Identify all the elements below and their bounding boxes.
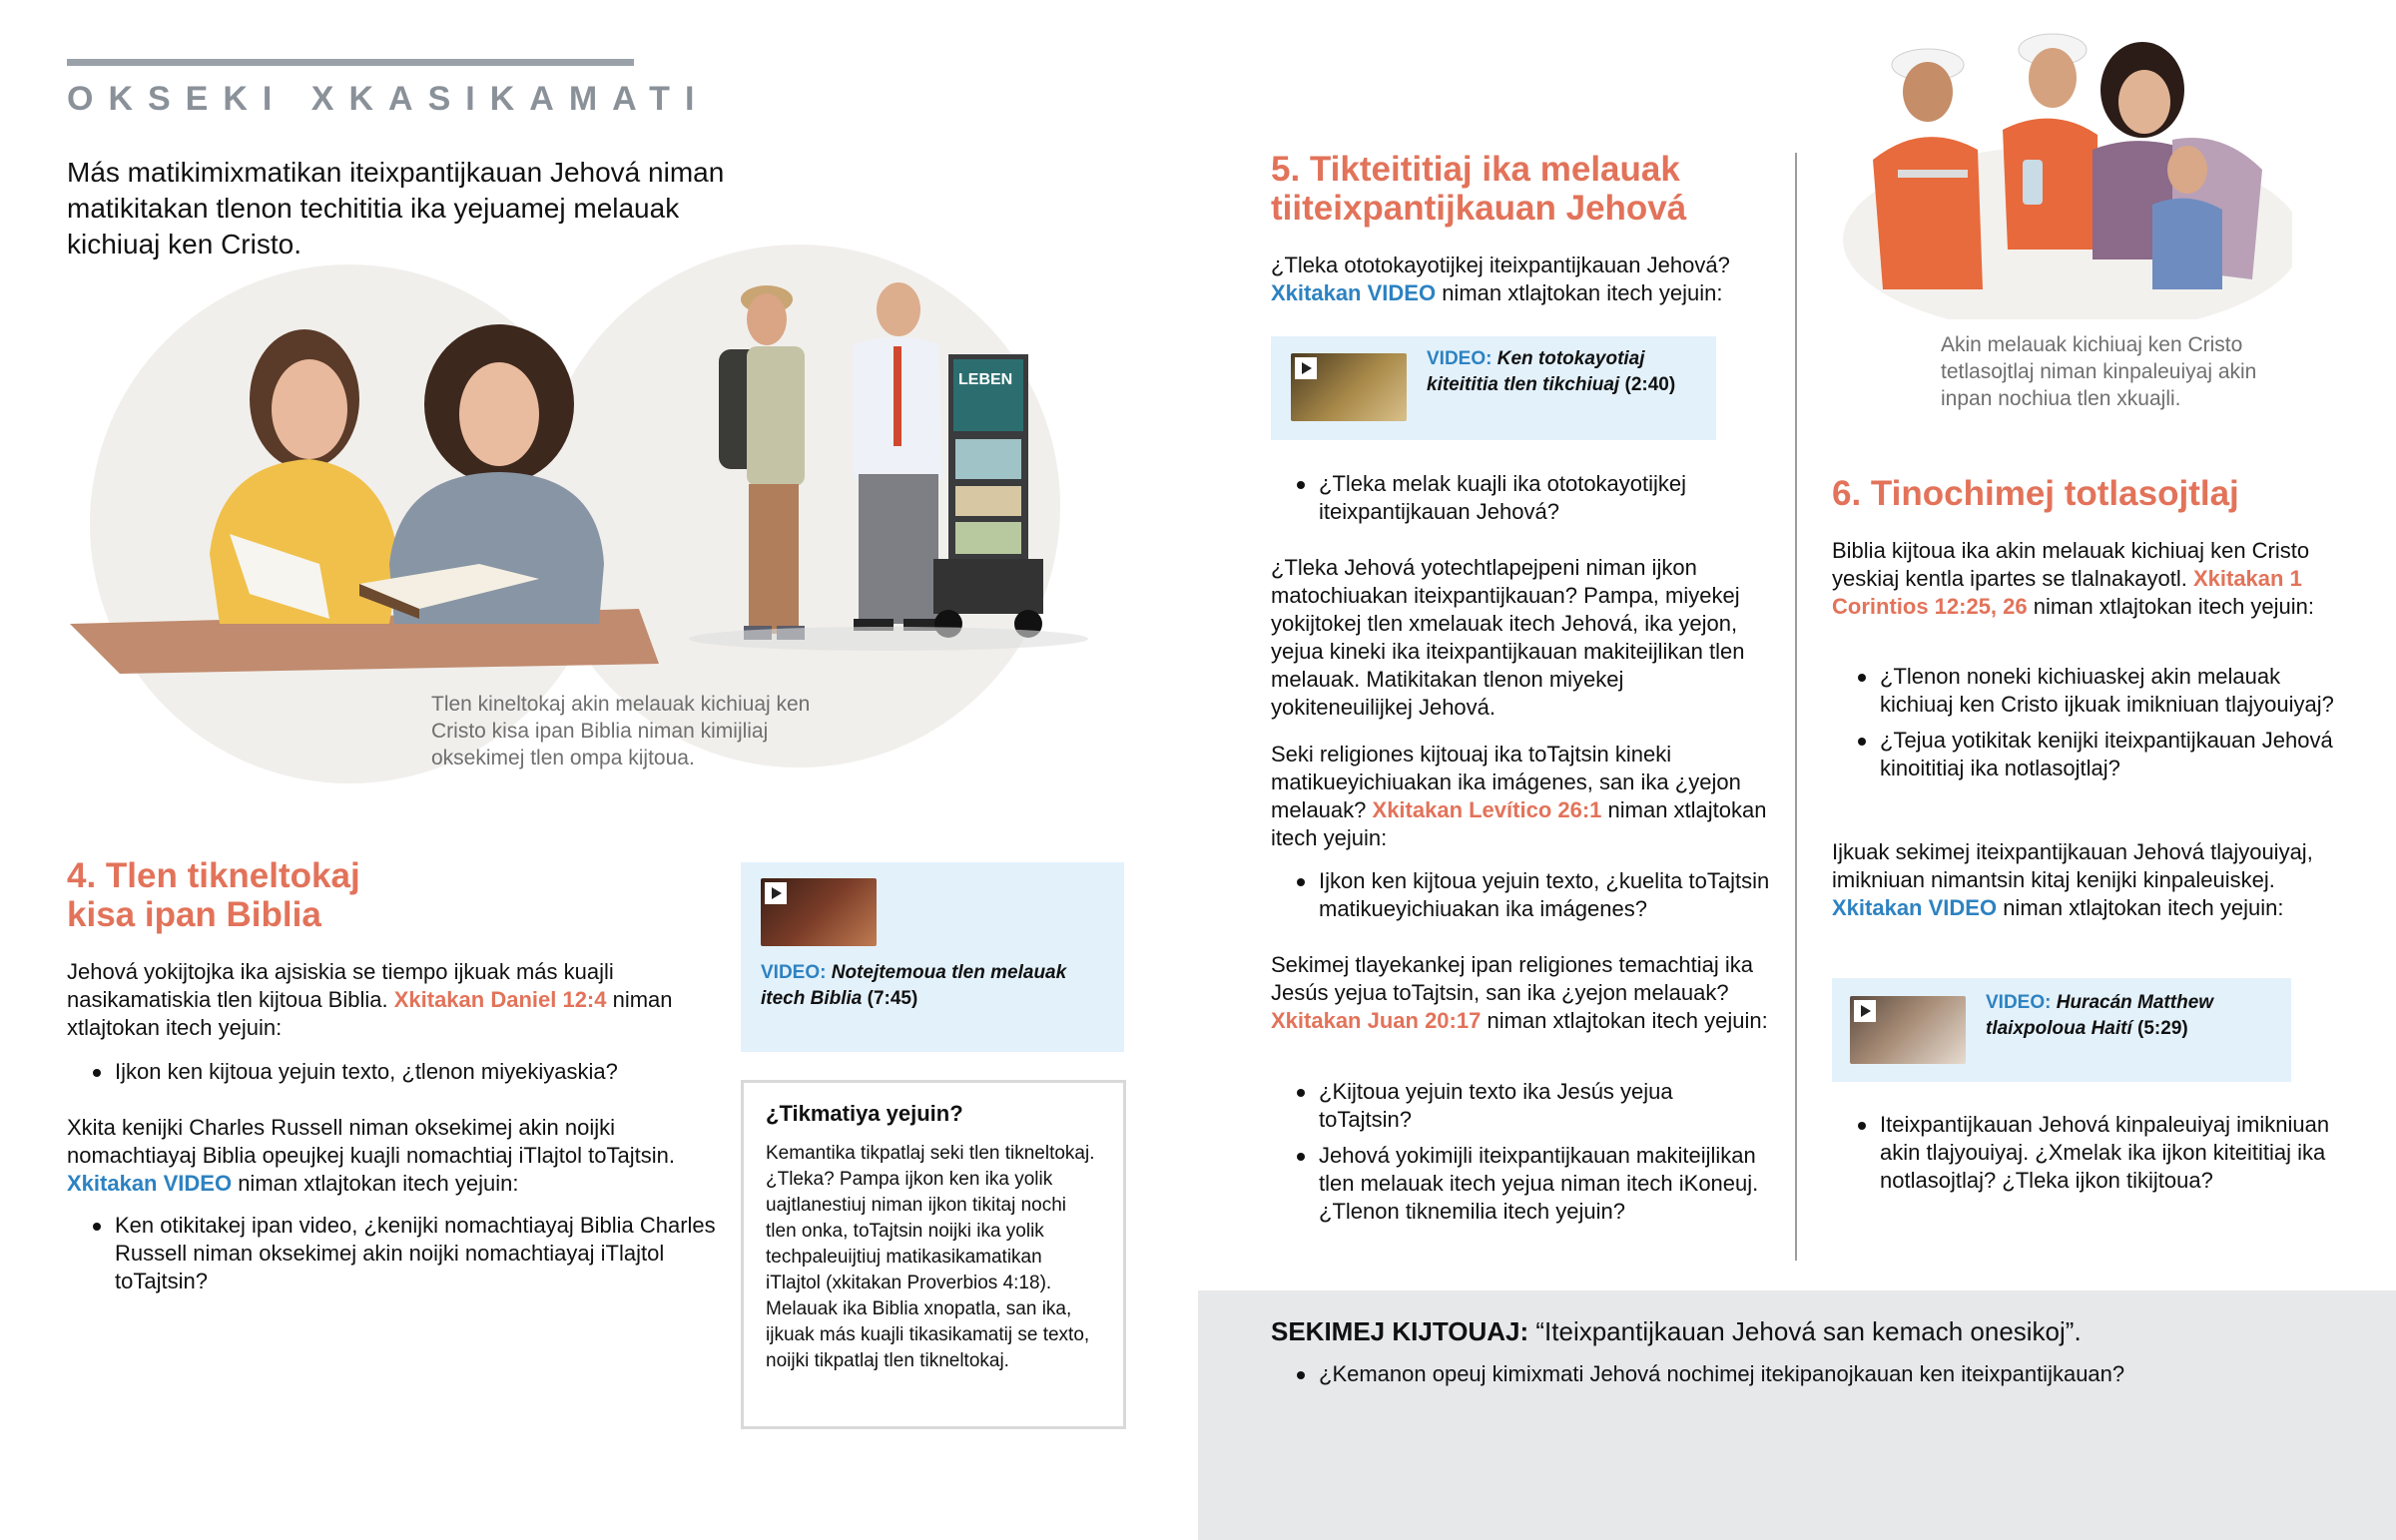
question-bullet: Ken otikitakej ipan video, ¿kenijki nomachtiayaj Biblia Charles Russell niman oksekimej akin noijki nomachtiayaj iTlajtol toTajtsin? [67,1212,726,1295]
lesson-5-title-line2: tiiteixpantijkauan Jehová [1271,189,1687,228]
question-bullet: ¿Tlenon noneki kichiuaskej akin melauak kichiuaj ken Cristo ijkuak imikniuan tlajyouiyaj? [1832,663,2341,719]
video-duration: (2:40) [1624,374,1676,395]
lesson-4-bullets-2 [67,1212,726,1295]
lesson-4-heading [67,856,666,934]
video-3-text [1986,990,2275,1042]
lesson-5-paragraph-3 [1271,741,1770,852]
video-thumbnail[interactable] [1850,996,1966,1064]
video-link[interactable]: Xkitakan VIDEO [1832,895,1998,920]
text: Ijkuak sekimej iteixpantijkauan Jehová tlajyouiyaj, imikniuan nimantsin kitaj kenijki kinpaleuiskej. [1832,839,2313,892]
section-title: OKSEKI XKASIKAMATI [67,80,710,118]
text: Biblia kijtoua ika akin melauak kichiuaj ken Cristo yeskiaj kentla ipartes se tlalnakayotl. [1832,538,2310,591]
text: niman xtlajtokan itech yejuin: [1997,895,2284,920]
text: niman xtlajtokan itech yejuin: [1436,280,1723,305]
video-duration: (7:45) [867,988,918,1009]
summary-title [1271,1316,2082,1347]
video-title: Notejtemoua tlen melauak itech Biblia [761,962,1067,1009]
text: niman xtlajtokan itech yejuin: [1481,1008,1768,1033]
did-you-know-box [741,1080,1126,1429]
video-link[interactable]: Xkitakan VIDEO [67,1171,233,1196]
text: niman xtlajtokan itech yejuin: [232,1171,519,1196]
question-bullet: ¿Tejua yotikitak kenijki iteixpantijkauan Jehová kinoititiaj ika notlasojtlaj? [1832,727,2341,782]
question-bullet: Ijkon ken kijtoua yejuin texto, ¿kuelita toTajtsin matikueyichiuakan ika imágenes? [1271,867,1770,923]
lesson-6-heading: 6. Tinochimej totlasojtlaj [1832,474,2239,513]
question-bullet: ¿Kemanon opeuj kimixmati Jehová nochimej itekipanojkauan ken iteixpantijkauan? [1271,1360,2269,1388]
section-rule [67,59,634,66]
video-title: Ken totokayotiaj kiteititia tlen tikchiuaj [1427,348,1645,395]
column-divider [1795,153,1797,1261]
intro-text: Más matikimixmatikan iteixpantijkauan Jehová niman matikitakan tlenon techititia ika yejuamej melauak kichiuaj ken Cristo. [67,157,725,259]
question-bullet: ¿Tleka melak kuajli ika ototokayotijkej iteixpantijkauan Jehová? [1271,470,1770,526]
corinthians-reference-link[interactable]: Xkitakan 1 Corintios 12:25, 26 [1832,566,2302,619]
lesson-6-paragraph-1 [1832,537,2341,621]
summary-label: SEKIMEJ KIJTOUAJ: [1271,1316,1529,1346]
text: Jehová yokijtojka ika ajsiskia se tiempo ijkuak más kuajli nasikamatiskia tlen kijtoua Biblia. [67,959,614,1012]
play-icon [1295,357,1317,379]
text: Sekimej tlayekankej ipan religiones temachtiaj ika Jesús yejua toTajtsin, san ika ¿yejon melauak? [1271,952,1754,1005]
lesson-6-paragraph-2 [1832,838,2341,922]
text: Seki religiones kijtouaj ika toTajtsin kineki matikueyichiuakan ika imágenes, san ika ¿yejon melauak? [1271,742,1741,822]
lesson-5-heading [1271,150,1790,228]
question-bullet: Iteixpantijkauan Jehová kinpaleuiyaj imikniuan akin tlajyouiyaj. ¿Xmelak ika ijkon kiteititiaj ika notlasojtlaj? ¿Tleka ijkon tikijtoua? [1832,1111,2341,1195]
text: ¿Tleka ototokayotijkej iteixpantijkauan Jehová? [1271,253,1730,277]
video-2-text [1427,346,1706,398]
video-card-2[interactable] [1271,336,1716,440]
lesson-6-bullets-2 [1832,1111,2341,1195]
question-bullet: Jehová yokimijli iteixpantijkauan makiteijlikan tlen melauak itech yejua niman itech iKoneuj. ¿Tlenon tiknemilia itech yejuin? [1271,1142,1770,1226]
lesson-5-paragraph-2: ¿Tleka Jehová yotechtlapejpeni niman ijkon matochiuakan iteixpantijkauan? Pampa, miyekej yokijtokej tlen xmelauak itech Jehová, ika yejon, yejua kineki ika iteixpantijkauan makiteijlikan tlen melauak. Matikitakan tlenon miyekej yokiteneuilijkej Jehová. [1271,555,1745,720]
did-you-know-title: ¿Tikmatiya yejuin? [766,1101,963,1126]
leviticus-reference-link[interactable]: Xkitakan Levítico 26:1 [1372,797,1602,822]
text: niman xtlajtokan itech yejuin: [67,987,673,1040]
text: niman xtlajtokan itech yejuin: [1271,797,1767,850]
lesson-4-paragraph-1 [67,958,686,1042]
play-icon [1854,1000,1876,1022]
illustration-caption: Tlen kineltokaj akin melauak kichiuaj ken Cristo kisa ipan Biblia niman kimijliaj oksekimej tlen ompa kijtoua. [431,693,811,770]
video-label: VIDEO: [1427,348,1493,369]
relief-illustration [1843,20,2292,319]
summary-bullets [1271,1360,2269,1388]
video-thumbnail[interactable] [761,878,877,946]
lesson-4-paragraph-2 [67,1114,686,1198]
leben-sign: LEBEN [958,371,1013,388]
lesson-5-bullets-2 [1271,867,1770,923]
video-thumbnail[interactable] [1291,353,1407,421]
john-reference-link[interactable]: Xkitakan Juan 20:17 [1271,1008,1482,1033]
question-bullet: ¿Kijtoua yejuin texto ika Jesús yejua toTajtsin? [1271,1078,1770,1134]
lesson-5-title-line1: 5. Tikteititiaj ika melauak [1271,150,1680,189]
video-card-3[interactable] [1832,978,2291,1082]
daniel-reference-link[interactable]: Xkitakan Daniel 12:4 [393,987,607,1012]
video-label: VIDEO: [761,962,827,983]
did-you-know-body: Kemantika tikpatlaj seki tlen tikneltokaj. ¿Tleka? Pampa ijkon ken ika yolik uajtlanestiuj niman ijkon tikitaj nochi tlen onka, toTajtsin noijki ika yolik techpaleuijtiuj matikasikamatikan iTlajtol (xkitakan Proverbios 4:18). Melauak ika Biblia xnopatla, san ika, ijkuak más kuajli tikasikamatij se texto, noijki tikpatlaj tlen tikneltokaj. [766,1143,1095,1371]
lesson-4-title-line1: 4. Tlen tikneltokaj [67,856,360,895]
lesson-5-paragraph-1 [1271,252,1770,307]
lesson-4-title-line2: kisa ipan Biblia [67,895,321,934]
video-card-1[interactable] [741,862,1124,1052]
lesson-5-paragraph-4 [1271,951,1770,1035]
text: Xkita kenijki Charles Russell niman oksekimej akin noijki nomachtiayaj Biblia opeujkej kuajli nomachtiaj iTlajtol toTajtsin. [67,1115,675,1168]
lesson-4-bullets-1 [67,1058,706,1086]
lesson-5-bullets-3 [1271,1078,1770,1226]
question-bullet: Ijkon ken kijtoua yejuin texto, ¿tlenon miyekiyaskia? [67,1058,706,1086]
video-link[interactable]: Xkitakan VIDEO [1271,280,1437,305]
video-label: VIDEO: [1986,992,2052,1013]
video-duration: (5:29) [2137,1018,2188,1039]
video-title: Huracán Matthew tlaixpoloua Haití [1986,992,2214,1039]
summary-panel [1198,1290,2396,1540]
lesson-5-bullets-1 [1271,470,1770,526]
lesson-6-bullets-1 [1832,663,2341,782]
video-1-text [761,960,1100,1012]
play-icon [765,882,787,904]
summary-quote: “Iteixpantijkauan Jehová san kemach onesikoj”. [1535,1316,2082,1346]
text: niman xtlajtokan itech yejuin: [2027,594,2315,619]
relief-caption: Akin melauak kichiuaj ken Cristo tetlasojtlaj niman kinpaleuiyaj akin inpan nochiua tlen xkuajli. [1941,333,2257,410]
